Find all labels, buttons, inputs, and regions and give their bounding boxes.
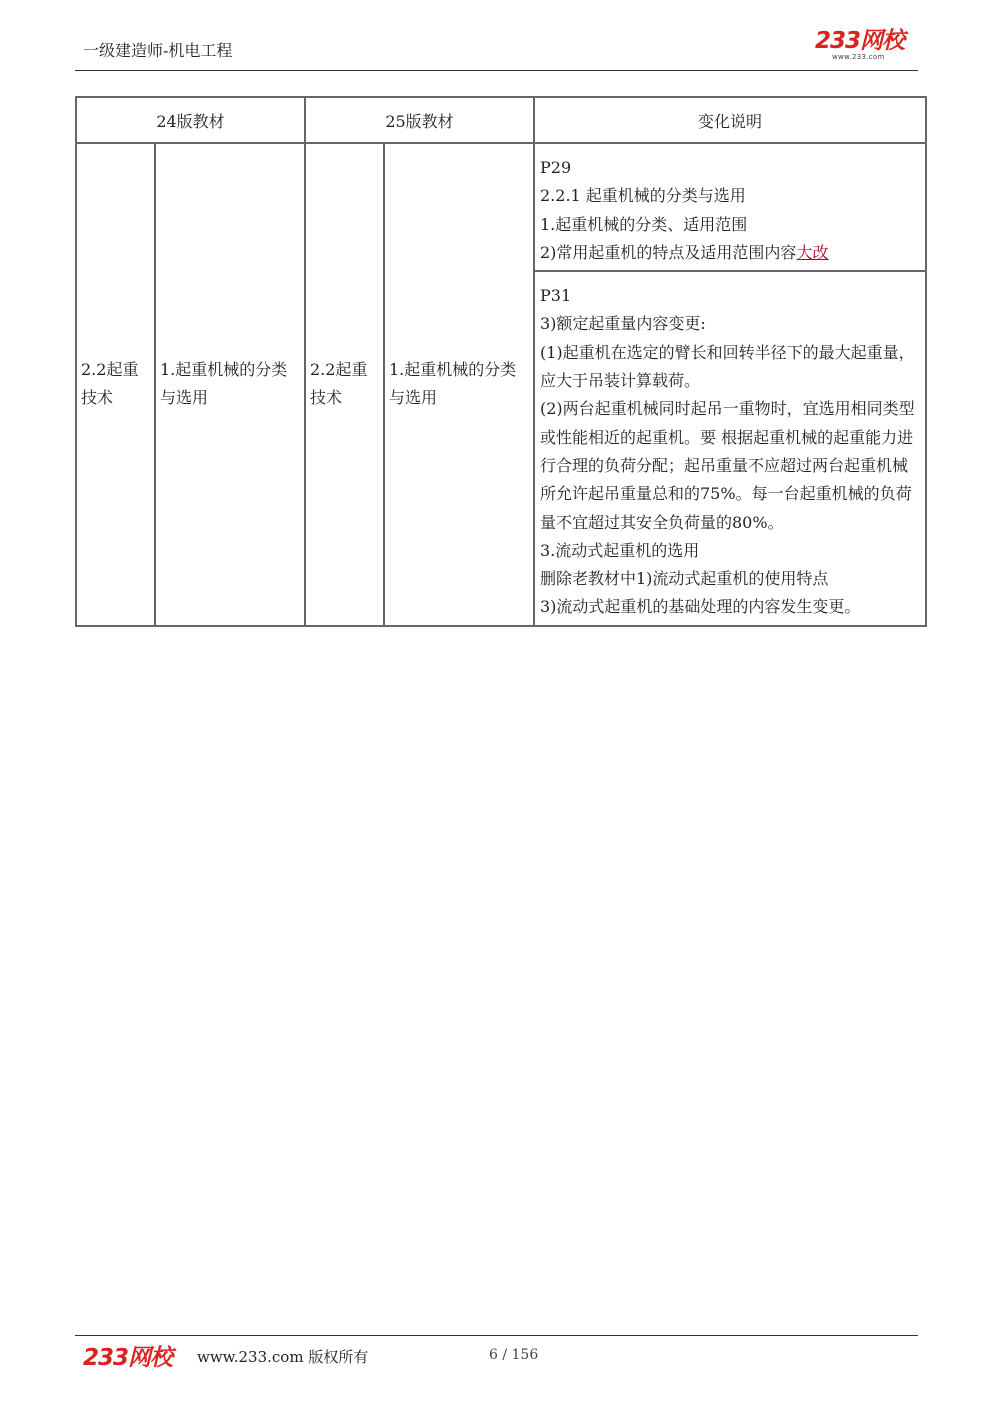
page-number: 6 / 156: [489, 1347, 539, 1363]
change-note-p31: [534, 271, 926, 626]
new-section-cell: 2.2起重技术: [305, 143, 384, 626]
change-line: (1)起重机在选定的臂长和回转半径下的最大起重量，应大于吊装计算载荷。: [540, 342, 915, 391]
change-line: 3.流动式起重机的选用: [540, 540, 700, 560]
change-line: 删除老教材中1)流动式起重机的使用特点: [540, 569, 829, 589]
change-note-p29: [534, 143, 926, 271]
comparison-table: [75, 96, 927, 627]
header-divider: [75, 70, 918, 71]
change-line: P29: [540, 158, 572, 177]
footer-copyright: www.233.com 版权所有: [197, 1348, 369, 1366]
header-change-note: 变化说明: [534, 97, 926, 143]
change-line: 3)额定起重量内容变更:: [540, 314, 706, 334]
header-title: 一级建造师-机电工程: [83, 41, 233, 60]
old-item-cell: 1.起重机械的分类与选用: [155, 143, 305, 626]
footer-logo: 233网校: [83, 1345, 173, 1371]
old-section-cell: 2.2起重技术: [76, 143, 155, 626]
logo-url: www.233.com: [832, 53, 885, 61]
header-25-edition: 25版教材: [305, 97, 534, 143]
header-24-edition: 24版教材: [76, 97, 305, 143]
change-line: P31: [540, 286, 572, 306]
footer-divider: [75, 1335, 918, 1336]
major-change-mark: 大改: [796, 242, 829, 262]
change-line: [540, 239, 921, 267]
change-line: 2.2.1 起重机械的分类与选用: [540, 186, 746, 206]
change-line: 3)流动式起重机的基础处理的内容发生变更。: [540, 597, 861, 617]
table-row: [76, 143, 926, 271]
logo-text: 233网校: [815, 28, 905, 54]
brand-logo: [815, 28, 915, 64]
change-line-prefix: 2)常用起重机的特点及适用范围内容: [540, 242, 797, 262]
new-item-cell: 1.起重机械的分类与选用: [384, 143, 534, 626]
change-line: (2)两台起重机械同时起吊一重物时，宜选用相同类型或性能相近的起重机。要 根据起重机械的起重能力进行合理的负荷分配；起吊重量不应超过两台起重机械所允许起吊重量总和的75%。每一台起重机械的负荷量不宜超过其安全负荷量的80%。: [540, 399, 915, 532]
change-line: 1.起重机械的分类、适用范围: [540, 214, 748, 234]
table-header-row: [76, 97, 926, 143]
